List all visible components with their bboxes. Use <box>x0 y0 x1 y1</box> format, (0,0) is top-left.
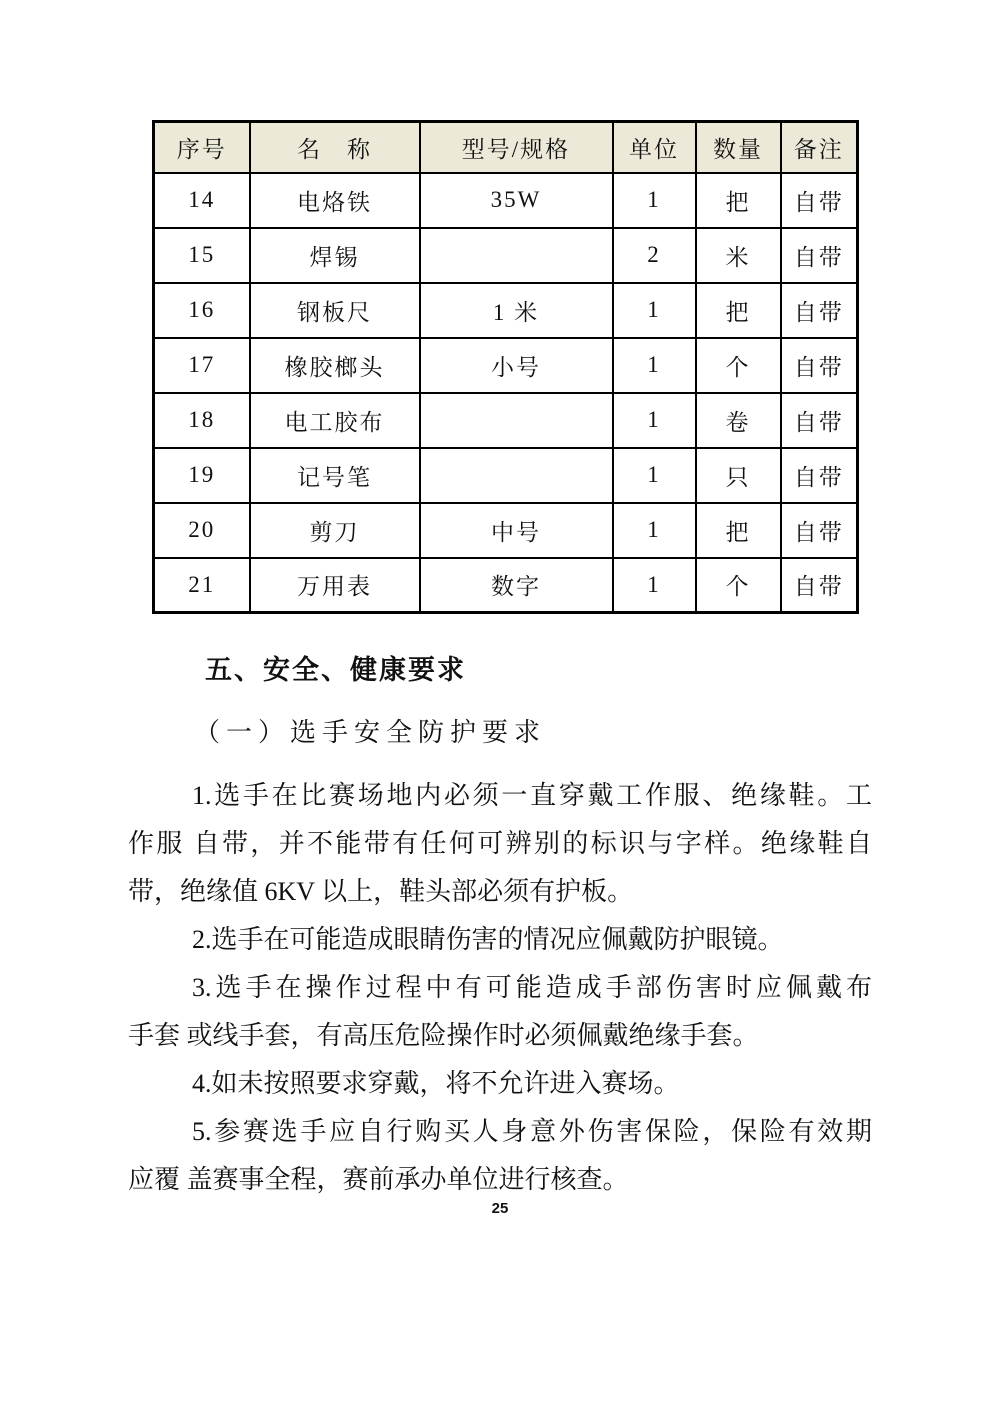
cell-name: 记号笔 <box>250 448 420 503</box>
cell-unit: 1 <box>613 338 696 393</box>
cell-qty: 米 <box>696 228 781 283</box>
cell-unit: 1 <box>613 393 696 448</box>
cell-name: 焊锡 <box>250 228 420 283</box>
cell-qty: 个 <box>696 558 781 613</box>
cell-note: 自带 <box>781 283 858 338</box>
section-heading: 五、安全、健康要求 <box>205 655 466 685</box>
cell-unit: 1 <box>613 448 696 503</box>
cell-spec: 35W <box>420 173 613 228</box>
cell-qty: 卷 <box>696 393 781 448</box>
cell-qty: 把 <box>696 283 781 338</box>
cell-spec <box>420 228 613 283</box>
cell-qty: 把 <box>696 173 781 228</box>
cell-note: 自带 <box>781 503 858 558</box>
cell-spec: 小号 <box>420 338 613 393</box>
cell-spec: 中号 <box>420 503 613 558</box>
paragraph-line: 3.选手在操作过程中有可能造成手部伤害时应佩戴布 <box>192 973 872 1002</box>
cell-qty: 个 <box>696 338 781 393</box>
table-row <box>154 503 858 558</box>
cell-no: 14 <box>154 173 250 228</box>
cell-no: 21 <box>154 558 250 613</box>
paragraph-line: 1.选手在比赛场地内必须一直穿戴工作服、绝缘鞋。工 <box>192 781 872 810</box>
cell-note: 自带 <box>781 393 858 448</box>
table-row <box>154 283 858 338</box>
table-header-row <box>154 122 858 173</box>
cell-unit: 1 <box>613 503 696 558</box>
cell-unit: 1 <box>613 283 696 338</box>
body-text <box>128 772 872 1204</box>
cell-note: 自带 <box>781 558 858 613</box>
cell-note: 自带 <box>781 338 858 393</box>
cell-unit: 1 <box>613 173 696 228</box>
cell-unit: 2 <box>613 228 696 283</box>
subsection-heading: （一）选手安全防护要求 <box>194 718 547 747</box>
header-note: 备注 <box>781 122 858 173</box>
cell-spec: 数字 <box>420 558 613 613</box>
cell-note: 自带 <box>781 173 858 228</box>
cell-spec: 1 米 <box>420 283 613 338</box>
cell-spec <box>420 448 613 503</box>
paragraph-line: 5.参赛选手应自行购买人身意外伤害保险，保险有效期 <box>192 1117 872 1146</box>
header-unit: 单位 <box>613 122 696 173</box>
cell-qty: 只 <box>696 448 781 503</box>
header-name: 名 称 <box>250 122 420 173</box>
cell-name: 剪刀 <box>250 503 420 558</box>
paragraph-line: 作服 自带，并不能带有任何可辨别的标识与字样。绝缘鞋自 <box>128 829 872 858</box>
cell-no: 17 <box>154 338 250 393</box>
cell-name: 电工胶布 <box>250 393 420 448</box>
cell-name: 钢板尺 <box>250 283 420 338</box>
table-row <box>154 393 858 448</box>
cell-no: 19 <box>154 448 250 503</box>
table-row <box>154 338 858 393</box>
paragraph-line: 带，绝缘值 6KV 以上，鞋头部必须有护板。 <box>128 877 634 906</box>
cell-name: 万用表 <box>250 558 420 613</box>
equipment-table <box>152 120 859 614</box>
cell-spec <box>420 393 613 448</box>
header-no: 序号 <box>154 122 250 173</box>
cell-name: 橡胶榔头 <box>250 338 420 393</box>
paragraph-line: 2.选手在可能造成眼睛伤害的情况应佩戴防护眼镜。 <box>192 925 784 954</box>
table-row <box>154 558 858 613</box>
paragraph-line: 4.如未按照要求穿戴，将不允许进入赛场。 <box>192 1069 680 1098</box>
cell-note: 自带 <box>781 448 858 503</box>
header-spec: 型号/规格 <box>420 122 613 173</box>
cell-no: 18 <box>154 393 250 448</box>
header-qty: 数量 <box>696 122 781 173</box>
table-row <box>154 448 858 503</box>
cell-qty: 把 <box>696 503 781 558</box>
cell-note: 自带 <box>781 228 858 283</box>
table-row <box>154 228 858 283</box>
page-number: 25 <box>491 1200 509 1217</box>
paragraph-line: 手套 或线手套，有高压危险操作时必须佩戴绝缘手套。 <box>128 1021 759 1050</box>
paragraph-line: 应覆 盖赛事全程，赛前承办单位进行核查。 <box>128 1165 629 1194</box>
cell-no: 16 <box>154 283 250 338</box>
table-row <box>154 173 858 228</box>
cell-name: 电烙铁 <box>250 173 420 228</box>
cell-unit: 1 <box>613 558 696 613</box>
cell-no: 20 <box>154 503 250 558</box>
cell-no: 15 <box>154 228 250 283</box>
